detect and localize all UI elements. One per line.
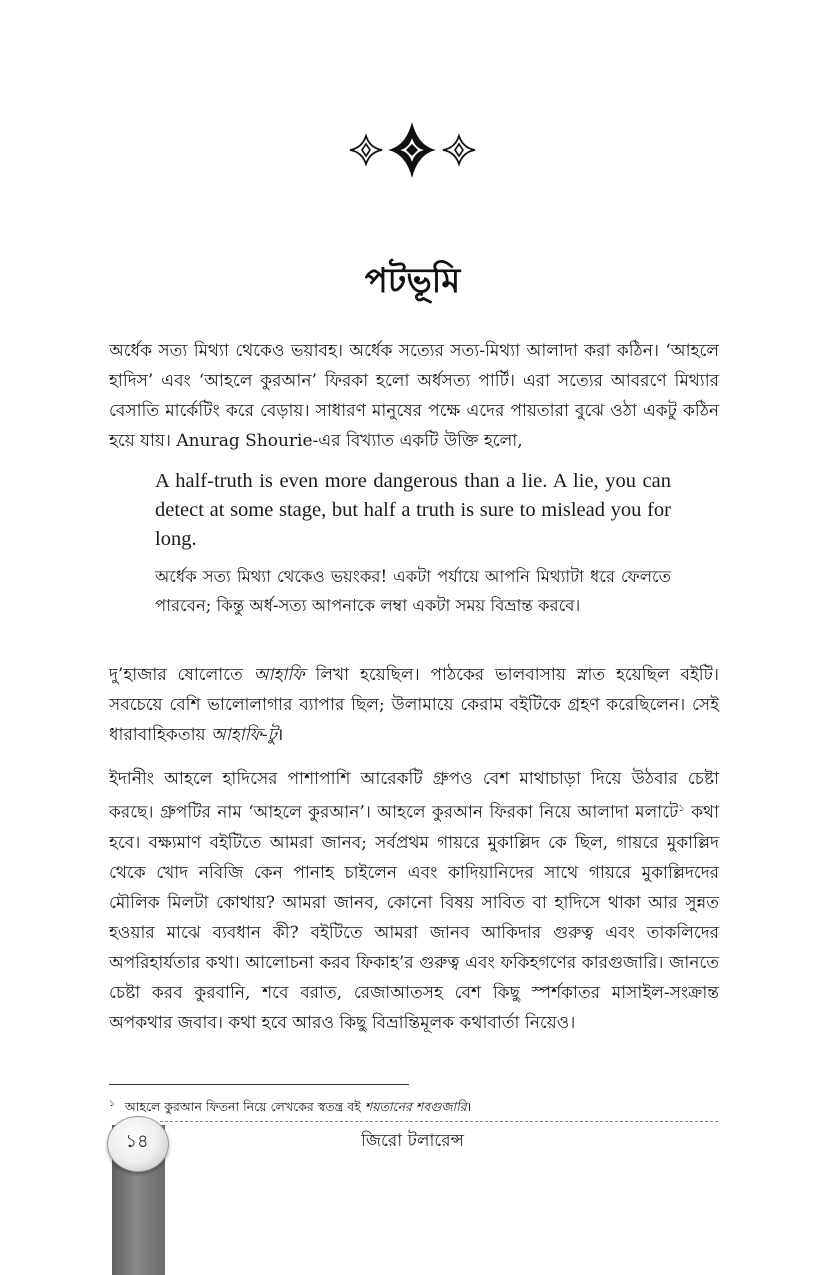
bengali-quote-translation: অর্ধেক সত্য মিথ্যা থেকেও ভয়ংকর! একটা পর্যায়ে আপনি মিথ্যাটা ধরে ফেলতে পারবেন; কিন্তু অর্ধ-সত্য আপনাকে লম্বা একটা সময় বিভ্রান্ত করবে। (155, 567, 671, 615)
book-title-italic: আহাফি (253, 665, 305, 685)
footer-dashed-rule (160, 1121, 718, 1122)
text-run: দু’হাজার ষোলোতে (109, 665, 254, 685)
text-run: । (276, 725, 284, 745)
footnote (109, 1094, 719, 1117)
content-overview-paragraph (109, 764, 719, 1038)
page-number: ১৪ (125, 1131, 149, 1152)
english-quote: A half-truth is even more dangerous than a lie. A lie, you can detect at some stage, but half a truth is sure to mislead you for long. (155, 470, 671, 550)
chapter-title: পটভূমি (364, 261, 461, 301)
history-paragraph (109, 660, 719, 750)
running-head-book-title: জিরো টলারেন্স (360, 1131, 464, 1151)
intro-paragraph: অর্ধেক সত্য মিথ্যা থেকেও ভয়াবহ। অর্ধেক সত্যের সত্য-মিথ্যা আলাদা করা কঠিন। ‘আহলে হাদিস’ এবং ‘আহলে কুরআন’ ফিরকা হলো অর্ধসত্য পার্টি। এরা সত্যের আবরণে মিথ্যার বেসাতি মার্কেটিং করে বেড়ায়। সাধারণ মানুষের পক্ষে এদের পায়তারা বুঝে ওঠা একটু কঠিন হয়ে যায়। Anurag Shourie-এর বিখ্যাত একটি উক্তি হলো, (109, 341, 719, 451)
footnote-text: আহলে কুরআন ফিতনা নিয়ে লেখকের স্বতন্ত্র বই (124, 1099, 365, 1115)
footnote-end: । (466, 1099, 472, 1115)
book-title-italic: আহাফি-টু (210, 725, 277, 745)
footnote-reference: ১ (678, 803, 685, 814)
footnote-rule (109, 1084, 409, 1085)
star-diamond-ornament-icon (340, 118, 485, 182)
footnote-book-title: শয়তানের শবগুজারি (364, 1099, 467, 1115)
footnote-mark: ১ (109, 1099, 115, 1109)
text-run: কথা হবে। বক্ষ্যমাণ বইটিতে আমরা জানব; সর্বপ্রথম গায়রে মুকাল্লিদ কে ছিল, গায়রে মুকাল্লিদ থেকে খোদ নবিজি কেন পানাহ চাইলেন এবং কাদিয়ানিদের সাথে গায়রে মুকাল্লিদদের মৌলিক মিলটা কোথায়? আমরা জানব, কোনো বিষয় সাবিত বা হাদিসে থাকা আর সুন্নত হওয়ার মাঝে ব্যবধান কী? বইটিতে আমরা জানব আকিদার গুরুত্ব এবং তাকলিদের অপরিহার্যতার কথা। আলোচনা করব ফিকাহ’র গুরুত্ব এবং ফকিহগণের কারগুজারি। জানতে চেষ্টা করব কুরবানি, শবে বরাত, রেজাআতসহ বেশ কিছু স্পর্শকাতর মাসাইল-সংক্রান্ত অপকথার জবাব। কথা হবে আরও কিছু বিভ্রান্তিমূলক কথাবার্তা নিয়েও। (109, 802, 719, 1033)
text-run: লিখা হয়েছিল। পাঠকের ভালবাসায় স্নাত হয়েছিল বইটি। সবচেয়ে বেশি ভালোলাগার ব্যাপার ছিল; উলামায়ে কেরাম বইটিকে গ্রহণ করেছিলেন। সেই ধারাবাহিকতায় (109, 665, 719, 745)
text-run: ইদানীং আহলে হাদিসের পাশাপাশি আরেকটি গ্রুপও বেশ মাথাচাড়া দিয়ে উঠবার চেষ্টা করছে। গ্রুপটির নাম ‘আহলে কুরআন’। আহলে কুরআন ফিরকা নিয়ে আলাদা মলাটে (109, 769, 719, 823)
